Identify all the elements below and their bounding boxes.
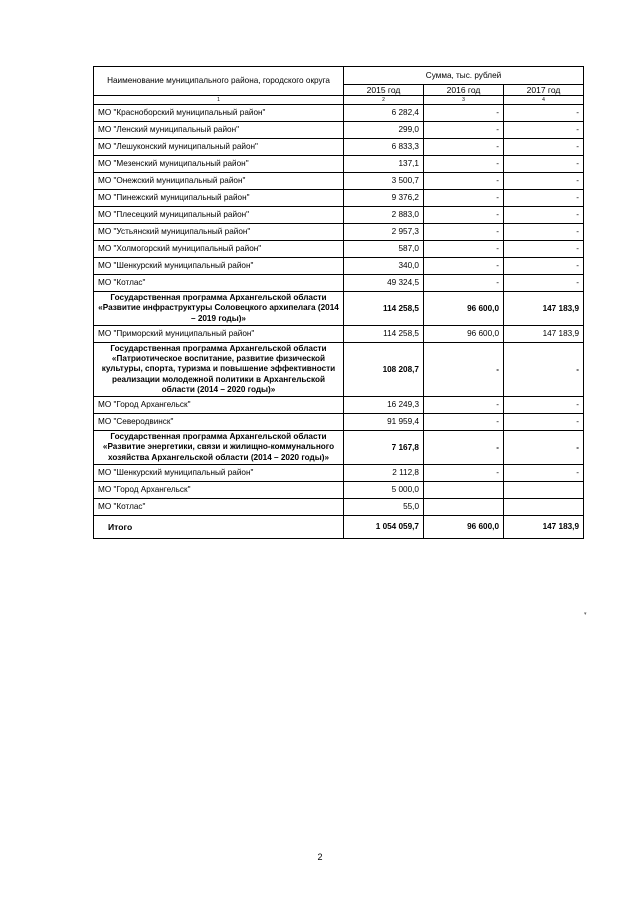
budget-table [93,66,584,539]
municipality-name: МО "Ленский муниципальный район" [94,122,344,139]
page-number: 2 [317,852,323,862]
value-2015: 2 883,0 [344,207,424,224]
value-2017: - [504,105,584,122]
municipality-name: МО "Плесецкий муниципальный район" [94,207,344,224]
value-2017: 147 183,9 [504,292,584,326]
value-2017: - [504,156,584,173]
table-body [94,105,584,516]
value-2016: - [424,122,504,139]
table-row [94,397,584,414]
value-2017: 147 183,9 [504,325,584,342]
total-2017: 147 183,9 [504,515,584,538]
municipality-name: МО "Котлас" [94,275,344,292]
table-row [94,224,584,241]
column-number: 2 [344,96,424,105]
total-label: Итого [94,515,344,538]
municipality-name: МО "Лешуконский муниципальный район" [94,139,344,156]
value-2016 [424,481,504,498]
municipality-name: МО "Холмогорский муниципальный район" [94,241,344,258]
program-row [94,292,584,326]
municipality-name: МО "Шенкурский муниципальный район" [94,258,344,275]
table-row [94,258,584,275]
table-row [94,464,584,481]
value-2015: 108 208,7 [344,342,424,396]
year-2017-header: 2017 год [504,85,584,96]
value-2015: 55,0 [344,498,424,515]
value-2016: - [424,156,504,173]
municipality-name: МО "Онежский муниципальный район" [94,173,344,190]
value-2017 [504,498,584,515]
value-2016: - [424,173,504,190]
value-2016: - [424,414,504,431]
value-2017: - [504,224,584,241]
municipality-name: МО "Шенкурский муниципальный район" [94,464,344,481]
table-row [94,498,584,515]
value-2015: 6 282,4 [344,105,424,122]
municipality-name: МО "Красноборский муниципальный район" [94,105,344,122]
value-2016: - [424,464,504,481]
table-row [94,207,584,224]
value-2016: - [424,207,504,224]
municipality-name: МО "Приморский муниципальный район" [94,325,344,342]
year-2016-header: 2016 год [424,85,504,96]
value-2015: 6 833,3 [344,139,424,156]
total-2015: 1 054 059,7 [344,515,424,538]
table-row [94,156,584,173]
value-2015: 137,1 [344,156,424,173]
municipality-name: МО "Устьянский муниципальный район" [94,224,344,241]
value-2017: - [504,464,584,481]
value-2016: - [424,258,504,275]
name-column-header: Наименование муниципального района, городского округа [94,67,344,96]
program-name: Государственная программа Архангельской области «Развитие энергетики, связи и жилищно-коммунального хозяйства Архангельской области (2014 – 2020 годы)» [94,431,344,465]
municipality-name: МО "Город Архангельск" [94,481,344,498]
column-number: 3 [424,96,504,105]
total-row [94,515,584,538]
value-2015: 2 957,3 [344,224,424,241]
table-row [94,481,584,498]
municipality-name: МО "Котлас" [94,498,344,515]
value-2017: - [504,122,584,139]
value-2016: 96 600,0 [424,292,504,326]
value-2017: - [504,190,584,207]
value-2015: 587,0 [344,241,424,258]
table-row [94,190,584,207]
table-row [94,139,584,156]
value-2015: 16 249,3 [344,397,424,414]
value-2017: - [504,342,584,396]
value-2016: - [424,241,504,258]
table-row [94,122,584,139]
value-2017: - [504,414,584,431]
program-name: Государственная программа Архангельской области «Патриотическое воспитание, развитие физической культуры, спорта, туризма и повышение эффективности реализации молодежной политики в Архангельской области (2014 – 2020 годы)» [94,342,344,396]
value-2017: - [504,275,584,292]
value-2017 [504,481,584,498]
value-2017: - [504,431,584,465]
program-row [94,431,584,465]
value-2015: 3 500,7 [344,173,424,190]
value-2015: 5 000,0 [344,481,424,498]
value-2016: - [424,397,504,414]
value-2016: 96 600,0 [424,325,504,342]
value-2017: - [504,397,584,414]
value-2015: 2 112,8 [344,464,424,481]
value-2016 [424,498,504,515]
table-header [94,67,584,105]
sum-column-header: Сумма, тыс. рублей [344,67,584,85]
municipality-name: МО "Мезенский муниципальный район" [94,156,344,173]
value-2017: - [504,207,584,224]
value-2015: 91 959,4 [344,414,424,431]
column-number: 1 [94,96,344,105]
margin-mark: ▾ [584,611,587,617]
value-2016: - [424,105,504,122]
column-number: 4 [504,96,584,105]
value-2016: - [424,342,504,396]
municipality-name: МО "Город Архангельск" [94,397,344,414]
value-2017: - [504,258,584,275]
value-2015: 340,0 [344,258,424,275]
value-2016: - [424,275,504,292]
value-2015: 49 324,5 [344,275,424,292]
value-2015: 7 167,8 [344,431,424,465]
program-name: Государственная программа Архангельской области «Развитие инфраструктуры Соловецкого архипелага (2014 – 2019 годы)» [94,292,344,326]
value-2017: - [504,139,584,156]
value-2017: - [504,241,584,258]
value-2016: - [424,190,504,207]
municipality-name: МО "Северодвинск" [94,414,344,431]
total-2016: 96 600,0 [424,515,504,538]
table-row [94,275,584,292]
year-2015-header: 2015 год [344,85,424,96]
value-2016: - [424,224,504,241]
value-2015: 114 258,5 [344,325,424,342]
table-row [94,105,584,122]
table-row [94,414,584,431]
municipality-name: МО "Пинежский муниципальный район" [94,190,344,207]
value-2015: 114 258,5 [344,292,424,326]
table-row [94,173,584,190]
value-2016: - [424,139,504,156]
table-row [94,241,584,258]
value-2015: 299,0 [344,122,424,139]
value-2016: - [424,431,504,465]
value-2015: 9 376,2 [344,190,424,207]
table-row [94,325,584,342]
program-row [94,342,584,396]
value-2017: - [504,173,584,190]
